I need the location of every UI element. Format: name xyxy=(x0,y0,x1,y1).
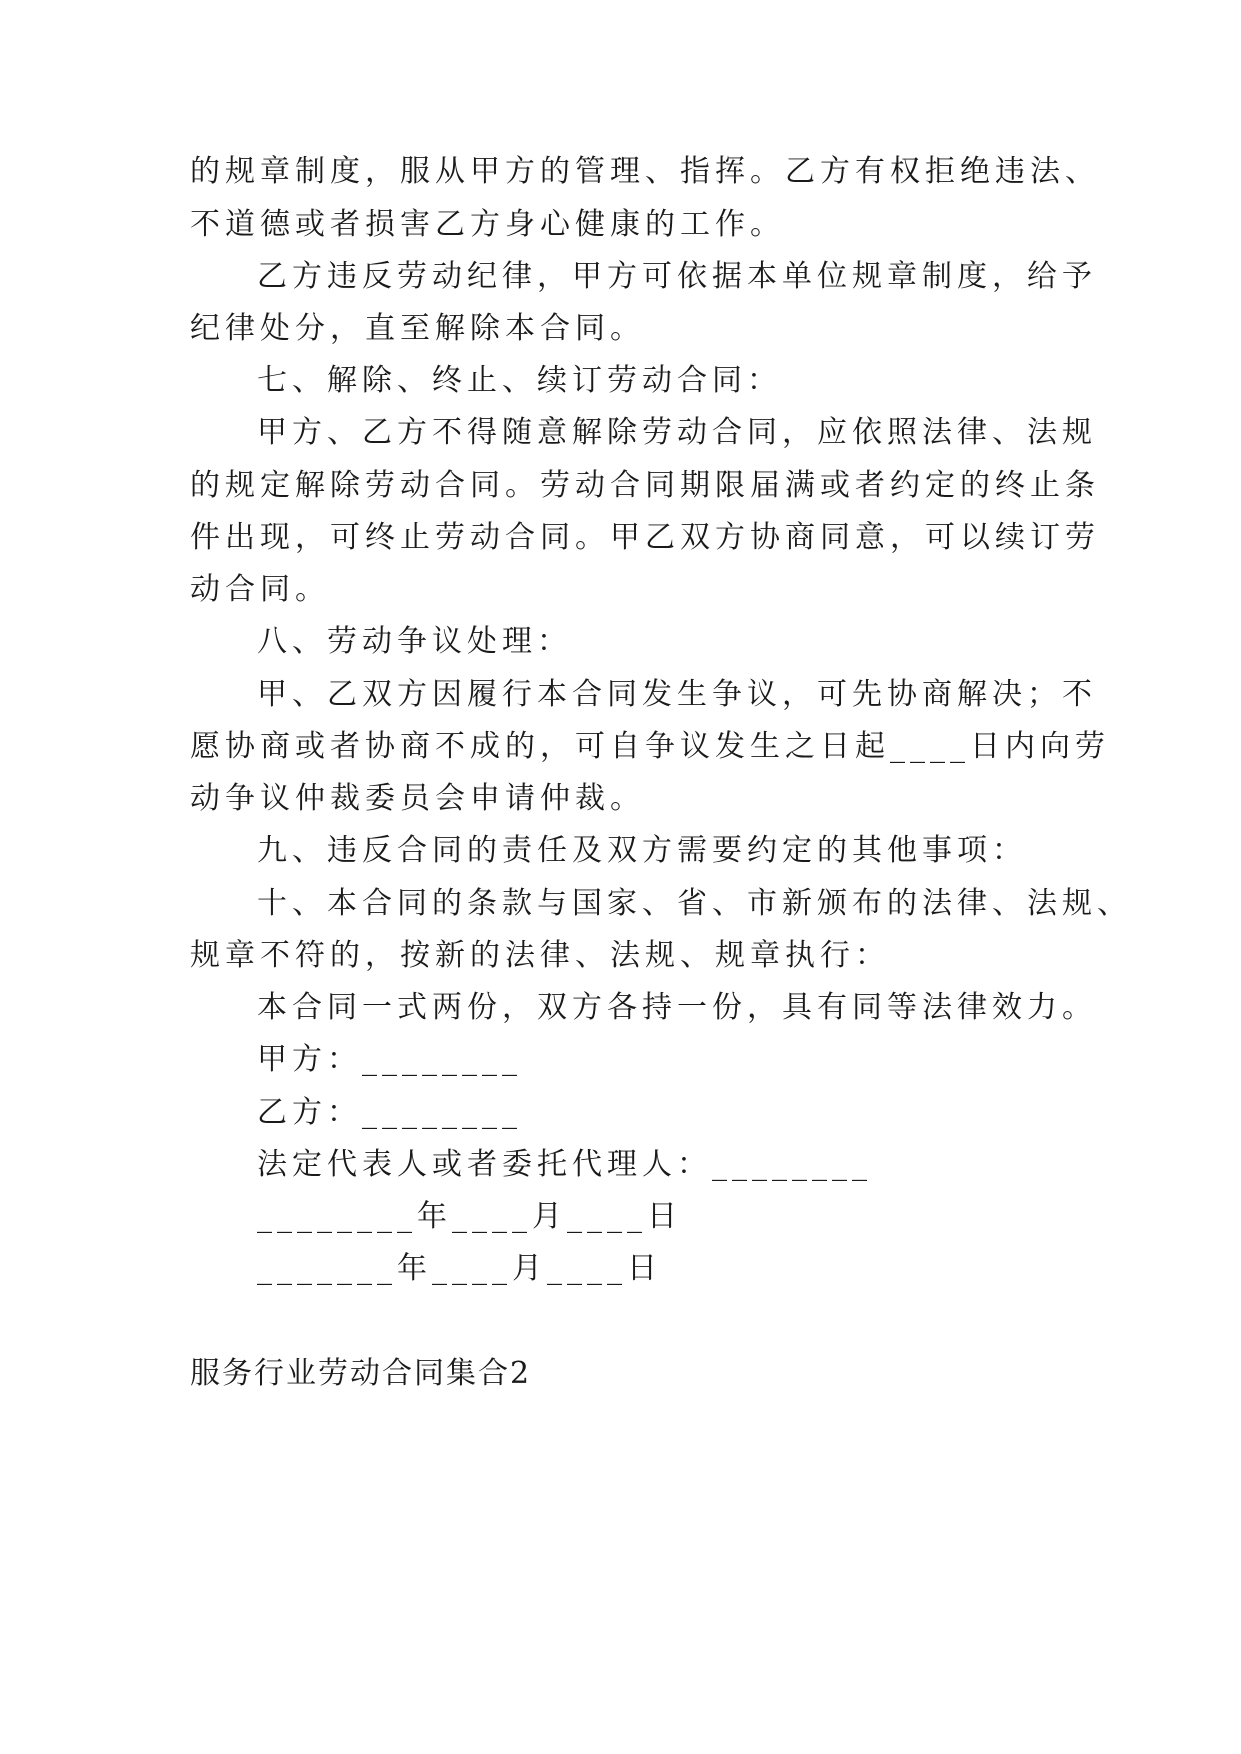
signature-party-b: 乙方：________ xyxy=(257,1095,522,1130)
section-heading: 十、本合同的条款与国家、省、市新颁布的法律、法规、 xyxy=(257,886,1132,921)
section-heading: 七、解除、终止、续订劳动合同： xyxy=(257,363,782,398)
document-heading: 服务行业劳动合同集合2 xyxy=(190,1356,532,1391)
text-line: 的规章制度，服从甲方的管理、指挥。乙方有权拒绝违法、 xyxy=(190,154,1100,189)
signature-party-a: 甲方：________ xyxy=(257,1042,522,1077)
text-line: 件出现，可终止劳动合同。甲乙双方协商同意，可以续订劳 xyxy=(190,520,1100,555)
text-line: 纪律处分，直至解除本合同。 xyxy=(190,311,645,346)
text-line: 乙方违反劳动纪律，甲方可依据本单位规章制度，给予 xyxy=(257,259,1097,294)
text-line: 不道德或者损害乙方身心健康的工作。 xyxy=(190,207,785,242)
date-line: _______年____月____日 xyxy=(257,1251,662,1286)
section-heading: 九、违反合同的责任及双方需要约定的其他事项： xyxy=(257,833,1027,868)
section-heading: 八、劳动争议处理： xyxy=(257,624,572,659)
date-line: ________年____月____日 xyxy=(257,1199,682,1234)
text-line: 甲、乙双方因履行本合同发生争议，可先协商解决；不 xyxy=(257,677,1097,712)
text-line: 动合同。 xyxy=(190,572,330,607)
text-line: 的规定解除劳动合同。劳动合同期限届满或者约定的终止条 xyxy=(190,468,1100,503)
text-line: 甲方、乙方不得随意解除劳动合同，应依照法律、法规 xyxy=(257,415,1097,450)
signature-representative: 法定代表人或者委托代理人：________ xyxy=(257,1147,872,1182)
text-line: 本合同一式两份，双方各持一份，具有同等法律效力。 xyxy=(257,990,1097,1025)
text-line: 愿协商或者协商不成的，可自争议发生之日起____日内向劳 xyxy=(190,729,1110,764)
text-line: 规章不符的，按新的法律、法规、规章执行： xyxy=(190,938,890,973)
text-line: 动争议仲裁委员会申请仲裁。 xyxy=(190,781,645,816)
